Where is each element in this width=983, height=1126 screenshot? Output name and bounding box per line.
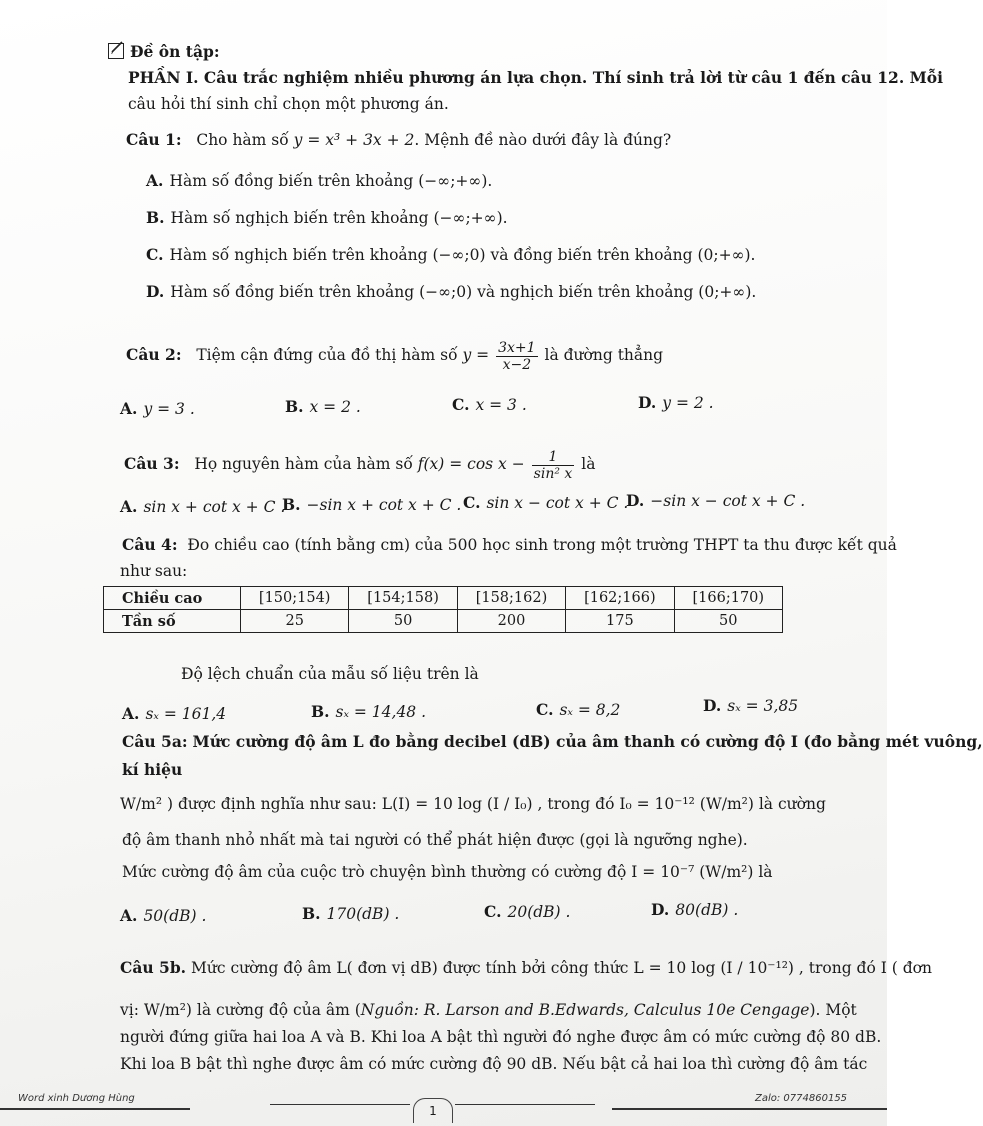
q3-option-a[interactable]: A. sin x + cot x + C .	[120, 497, 286, 516]
q1-option-b[interactable]: B. Hàm số nghịch biến trên khoảng (−∞;+∞).	[146, 208, 508, 227]
q3-option-d[interactable]: D. −sin x − cot x + C .	[626, 491, 806, 510]
table-cell: 175	[566, 610, 674, 633]
q2-fraction: $\frac{3x+1}{x-2}$	[498, 339, 536, 373]
q5b-line-3: người đứng giữa hai loa A và B. Khi loa A bật thì người đó nghe được âm có mức cường độ 80 dB.	[120, 1028, 882, 1046]
exam-title: Đề ôn tập:	[130, 42, 220, 61]
q5b-line-2: vị: W/m²) là cường độ của âm (Nguồn: R. Larson and B.Edwards, Calculus 10e Cengage). Một	[120, 1001, 857, 1019]
question-4-cont: như sau:	[120, 562, 188, 580]
question-5a-cont: kí hiệu	[122, 760, 183, 779]
q3-option-b[interactable]: B. −sin x + cot x + C .	[282, 495, 462, 514]
q3-option-c[interactable]: C. sin x − cot x + C .	[463, 493, 629, 512]
q3-fraction: $\frac{1}{\text{sin² x}}$	[533, 448, 573, 482]
table-cell: 25	[241, 610, 349, 633]
question-1: Câu 1: Cho hàm số y = x³ + 3x + 2. Mệnh đề nào dưới đây là đúng?	[126, 130, 672, 149]
table-row-frequency	[104, 610, 783, 633]
q5b-line-4: Khi loa B bật thì nghe được âm có mức cường độ 90 dB. Nếu bật cả hai loa thì cường độ âm tác	[120, 1055, 868, 1073]
table-cell: 200	[457, 610, 565, 633]
q5a-option-d[interactable]: D. 80(dB) .	[651, 900, 739, 919]
q2-option-d[interactable]: D. y = 2 .	[638, 393, 714, 412]
exam-header	[108, 42, 220, 62]
checkbox-pencil-icon	[108, 43, 124, 59]
frequency-table	[103, 586, 783, 633]
table-cell: [162;166)	[566, 587, 674, 610]
table-header-frequency: Tần số	[104, 610, 241, 633]
q2-option-a[interactable]: A. y = 3 .	[120, 399, 195, 418]
table-cell: [154;158)	[349, 587, 457, 610]
footer-rule-mid-left	[270, 1104, 410, 1105]
table-cell: 50	[674, 610, 782, 633]
q1-option-a[interactable]: A. Hàm số đồng biến trên khoảng (−∞;+∞).	[146, 171, 493, 190]
table-cell: [158;162)	[457, 587, 565, 610]
q2-option-b[interactable]: B. x = 2 .	[285, 397, 361, 416]
q4-option-d[interactable]: D. sₓ = 3,85	[703, 696, 799, 715]
footer-rule-right	[612, 1108, 887, 1110]
table-cell: 50	[349, 610, 457, 633]
q5a-option-a[interactable]: A. 50(dB) .	[120, 906, 207, 925]
question-5a: Câu 5a: Mức cường độ âm L đo bằng decibel (dB) của âm thanh có cường độ I (đo bằng mét vuông,	[122, 732, 983, 751]
q4-question: Độ lệch chuẩn của mẫu số liệu trên là	[181, 665, 479, 683]
question-5b: Câu 5b. Mức cường độ âm L( đơn vị dB) được tính bởi công thức L = 10 log (I / 10⁻¹²) , trong đó I ( đơn	[120, 958, 932, 977]
q4-option-b[interactable]: B. sₓ = 14,48 .	[311, 702, 427, 721]
q4-option-a[interactable]: A. sₓ = 161,4	[122, 704, 227, 723]
q1-option-c[interactable]: C. Hàm số nghịch biến trên khoảng (−∞;0) và đồng biến trên khoảng (0;+∞).	[146, 245, 756, 264]
table-header-height: Chiều cao	[104, 587, 241, 610]
question-2: Câu 2: Tiệm cận đứng của đồ thị hàm số y = $\frac{3x+1}{x-2}$ là đường thẳng	[126, 339, 664, 373]
q1-formula: y = x³ + 3x + 2	[293, 131, 415, 149]
question-4: Câu 4: Đo chiều cao (tính bằng cm) của 500 học sinh trong một trường THPT ta thu được kết quả	[122, 535, 897, 554]
part1-heading-cont: câu hỏi thí sinh chỉ chọn một phương án.	[128, 95, 449, 113]
footer-right-text: Zalo: 0774860155	[755, 1093, 848, 1104]
footer-rule-mid-right	[455, 1104, 595, 1105]
table-row-height	[104, 587, 783, 610]
part1-heading: PHẦN I. Câu trắc nghiệm nhiều phương án lựa chọn. Thí sinh trả lời từ câu 1 đến câu 12. Mỗi	[128, 68, 944, 87]
q5a-line-5: Mức cường độ âm của cuộc trò chuyện bình thường có cường độ I = 10⁻⁷ (W/m²) là	[122, 863, 773, 881]
table-cell: [150;154)	[241, 587, 349, 610]
page-number: 1	[413, 1098, 453, 1123]
q5a-option-c[interactable]: C. 20(dB) .	[484, 902, 571, 921]
q5a-line-3: W/m² ) được định nghĩa như sau: L(I) = 10 log (I / I₀) , trong đó I₀ = 10⁻¹² (W/m²) là cường	[120, 795, 826, 813]
footer-rule-left	[0, 1108, 190, 1110]
q1-option-d[interactable]: D. Hàm số đồng biến trên khoảng (−∞;0) và nghịch biến trên khoảng (0;+∞).	[146, 282, 757, 301]
q4-option-c[interactable]: C. sₓ = 8,2	[536, 700, 621, 719]
q5a-option-b[interactable]: B. 170(dB) .	[302, 904, 400, 923]
table-cell: [166;170)	[674, 587, 782, 610]
footer-left-text: Word xinh Dương Hùng	[18, 1093, 135, 1104]
question-3: Câu 3: Họ nguyên hàm của hàm số f(x) = cos x − $\frac{1}{\text{sin² x}}$ là	[124, 448, 596, 482]
q5a-line-4: độ âm thanh nhỏ nhất mà tai người có thể phát hiện được (gọi là ngưỡng nghe).	[122, 831, 748, 849]
q2-option-c[interactable]: C. x = 3 .	[452, 395, 527, 414]
